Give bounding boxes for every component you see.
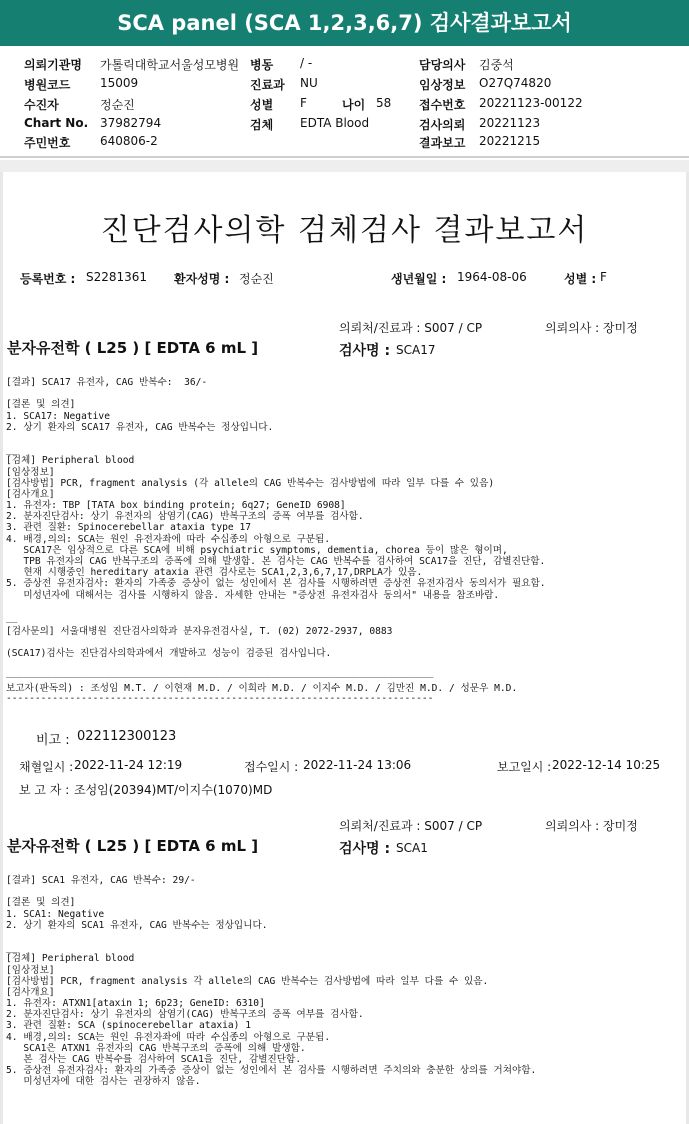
header-label: 담당의사: [419, 58, 466, 72]
report-line: 2. 상기 환자의 SCA17 유전자, CAG 반복수는 정상입니다.: [6, 421, 274, 433]
report-line: 5. 증상전 유전자검사: 환자의 가족중 증상이 없는 성인에서 본 검사를 시행하려면 주치의와 충분한 상의를 거쳐야함.: [6, 1065, 537, 1077]
reporter-value: 조성임(20394)MT/이지수(1070)MD: [74, 783, 273, 797]
development-note: (SCA17)검사는 진단검사의학과에서 개발하고 성능이 검증된 검사입니다.: [6, 648, 332, 659]
header-label: 검사의뢰: [419, 118, 466, 132]
report-line: 2. 분자진단검사: 상기 유전자의 삼염기(CAG) 반복구조의 증폭 여부를 검사함.: [6, 1009, 364, 1021]
header-value: F: [300, 96, 307, 110]
header-value: EDTA Blood: [300, 116, 370, 130]
header-label: 진료과: [250, 78, 285, 92]
report-time-value: 2022-12-14 10:25: [552, 758, 661, 772]
patient-info-header: [0, 46, 689, 154]
collect-label: 채혈일시 :: [19, 760, 74, 774]
report-line: __: [6, 611, 18, 623]
header-label: 검체: [250, 118, 274, 132]
header-label: 의뢰기관명: [24, 58, 82, 72]
dob-label: 생년월일 :: [391, 272, 447, 286]
result-text-block: [6, 377, 546, 623]
report-line: 2. 상기 환자의 SCA1 유전자, CAG 반복수는 정상입니다.: [6, 919, 268, 931]
report-line: [6, 388, 546, 399]
header-value: / -: [300, 56, 313, 70]
header-value: 김중석: [479, 58, 514, 72]
report-line: SCA1은 ATXN1 유전자의 CAG 반복구조의 증폭에 의해 발생함.: [6, 1042, 306, 1054]
report-line: [결과] SCA17 유전자, CAG 반복수: 36/-: [6, 377, 208, 388]
header-value: 20221123-00122: [479, 96, 583, 110]
report-line: [6, 433, 546, 444]
referral-dept: 의뢰처/진료과 : S007 / CP: [339, 321, 483, 335]
report-line: [임상정보]: [6, 466, 55, 478]
divider: [0, 156, 689, 158]
header-value: 58: [376, 96, 392, 110]
report-line: [검체] Peripheral blood: [6, 455, 135, 467]
test-name-value: SCA17: [396, 343, 436, 357]
report-line: SCA17은 임상적으로 다른 SCA에 비해 psychiatric symptoms, dementia, chorea 등이 많은 형이며,: [6, 544, 508, 556]
header-label: 결과보고: [419, 136, 466, 150]
report-line: [6, 931, 536, 942]
report-line: __: [6, 942, 18, 954]
report-line: [검사방법] PCR, fragment analysis (각 allele의 CAG 반복수는 검사방법에 따라 일부 다를 수 있음): [6, 477, 495, 489]
report-line: 3. 관련 질환: Spinocerebellar ataxia type 17: [6, 522, 252, 534]
report-line: [검체] Peripheral blood: [6, 953, 135, 965]
header-value: 640806-2: [100, 134, 158, 148]
report-title: 진단검사의학 검체검사 결과보고서: [100, 213, 589, 248]
report-line: [결론 및 의견]: [6, 897, 76, 909]
report-line: 1. SCA1: Negative: [6, 908, 105, 920]
header-label: 성별: [250, 98, 274, 112]
dob-value: 1964-08-06: [457, 270, 527, 284]
report-line: 현재 시행중인 hereditary ataxia 관련 검사로는 SCA1,2,3,6,7,17,DRPLA가 있음.: [6, 567, 423, 579]
header-value: 20221215: [479, 134, 541, 148]
inquiry-line: [검사문의] 서울대병원 진단검사의학과 분자유전검사실, T. (02) 2072-2937, 0883: [6, 626, 393, 637]
reg-label: 등록번호 :: [20, 272, 76, 286]
referral-doctor: 의뢰의사 : 장미정: [545, 819, 638, 833]
report-banner: SCA panel (SCA 1,2,3,6,7) 검사결과보고서: [0, 0, 689, 46]
patient-name-value: 정순진: [239, 272, 274, 286]
header-value: 15009: [100, 76, 139, 90]
report-line: [검사개요]: [6, 488, 55, 500]
report-line: 미성년자에 대해서는 검사를 시행하지 않음. 자세한 안내는 "증상전 유전자검사 동의서" 내용을 참조바람.: [6, 589, 500, 601]
report-time-label: 보고일시 :: [497, 760, 552, 774]
header-label: 수진자: [24, 98, 59, 112]
report-line: 4. 배경,의의: SCA는 원인 유전자좌에 따라 수십종의 아형으로 구분됨.: [6, 1031, 331, 1043]
report-line: __: [6, 444, 18, 456]
remark-value: 022112300123: [77, 729, 177, 744]
header-value: NU: [300, 76, 318, 90]
header-label: 접수번호: [419, 98, 466, 112]
report-line: [결과] SCA1 유전자, CAG 반복수: 29/-: [6, 875, 196, 886]
section-title: 분자유전학 ( L25 ) [ EDTA 6 mL ]: [7, 837, 259, 855]
header-label: 병원코드: [24, 78, 71, 92]
header-value: O27Q74820: [479, 76, 552, 90]
report-line: 1. SCA17: Negative: [6, 410, 110, 422]
reg-value: S2281361: [86, 270, 148, 284]
referral-dept: 의뢰처/진료과 : S007 / CP: [339, 819, 483, 833]
report-line: 1. 유전자: TBP [TATA box binding protein; 6q27; GeneID 6908]: [6, 500, 346, 512]
report-line: [임상정보]: [6, 964, 55, 976]
patient-name-label: 환자성명 :: [174, 272, 230, 286]
report-line: [검사방법] PCR, fragment analysis 각 allele의 CAG 반복수는 검사방법에 따라 일부 다를 수 있음.: [6, 975, 489, 987]
test-name-label: 검사명 :: [339, 841, 391, 857]
header-value: 정순진: [100, 98, 135, 112]
receive-label: 접수일시 :: [244, 760, 299, 774]
test-name-value: SCA1: [396, 841, 428, 855]
report-line: 2. 분자진단검사: 상기 유전자의 삼염기(CAG) 반복구조의 증폭 여부를 검사함.: [6, 511, 364, 523]
reporters-line: 보고자(판독의) : 조성임 M.T. / 이현재 M.D. / 이희라 M.D. / 이지수 M.D. / 김만진 M.D. / 성문우 M.D.: [6, 683, 518, 694]
header-label: 병동: [250, 58, 274, 72]
report-line: 1. 유전자: ATXN1[ataxin 1; 6p23; GeneID: 6310]: [6, 998, 265, 1010]
report-line: 4. 배경,의의: SCA는 원인 유전자좌에 따라 수십종의 아형으로 구분됨.: [6, 533, 331, 545]
rule-line: __________________________________________________________________________: [6, 667, 434, 678]
report-line: 3. 관련 질환: SCA (spinocerebellar ataxia) 1: [6, 1020, 252, 1032]
header-label: Chart No.: [24, 116, 89, 130]
sex-label: 성별 :: [564, 272, 597, 286]
header-label: 임상정보: [419, 78, 466, 92]
header-value: 37982794: [100, 116, 162, 130]
section-title: 분자유전학 ( L25 ) [ EDTA 6 mL ]: [7, 339, 259, 357]
header-label: 주민번호: [24, 136, 71, 150]
sex-value: F: [600, 270, 607, 284]
report-line: [검사개요]: [6, 986, 55, 998]
page-gap: [0, 160, 689, 172]
page-edge-left: [0, 172, 3, 1124]
reporter-label: 보 고 자 :: [19, 783, 70, 797]
header-label: 나이: [342, 98, 366, 112]
remark-label: 비고 :: [36, 733, 70, 748]
receive-value: 2022-11-24 13:06: [303, 758, 412, 772]
header-value: 20221123: [479, 116, 541, 130]
report-line: 5. 증상전 유전자검사: 환자의 가족중 증상이 없는 성인에서 본 검사를 시행하려면 증상전 유전자검사 동의서가 필요함.: [6, 578, 546, 590]
collect-value: 2022-11-24 12:19: [74, 758, 183, 772]
report-line: 본 검사는 CAG 반복수를 검사하여 SCA1을 진단, 감별진단함.: [6, 1054, 302, 1065]
header-value: 가톨릭대학교서울성모병원: [100, 58, 240, 72]
result-text-block: [6, 875, 536, 1088]
report-line: TPB 유전자의 CAG 반복구조의 증폭에 의해 발생함. 본 검사는 CAG 반복수를 검사하여 SCA17을 진단, 감별진단함.: [6, 556, 546, 567]
rule-line: --------------------------------------------------------------------------: [6, 693, 434, 704]
referral-doctor: 의뢰의사 : 장미정: [545, 321, 638, 335]
report-line: [6, 601, 546, 612]
test-name-label: 검사명 :: [339, 343, 391, 359]
report-line: 미성년자에 대한 검사는 권장하지 않음.: [6, 1076, 201, 1088]
report-line: [결론 및 의견]: [6, 399, 76, 411]
report-line: [6, 886, 536, 897]
